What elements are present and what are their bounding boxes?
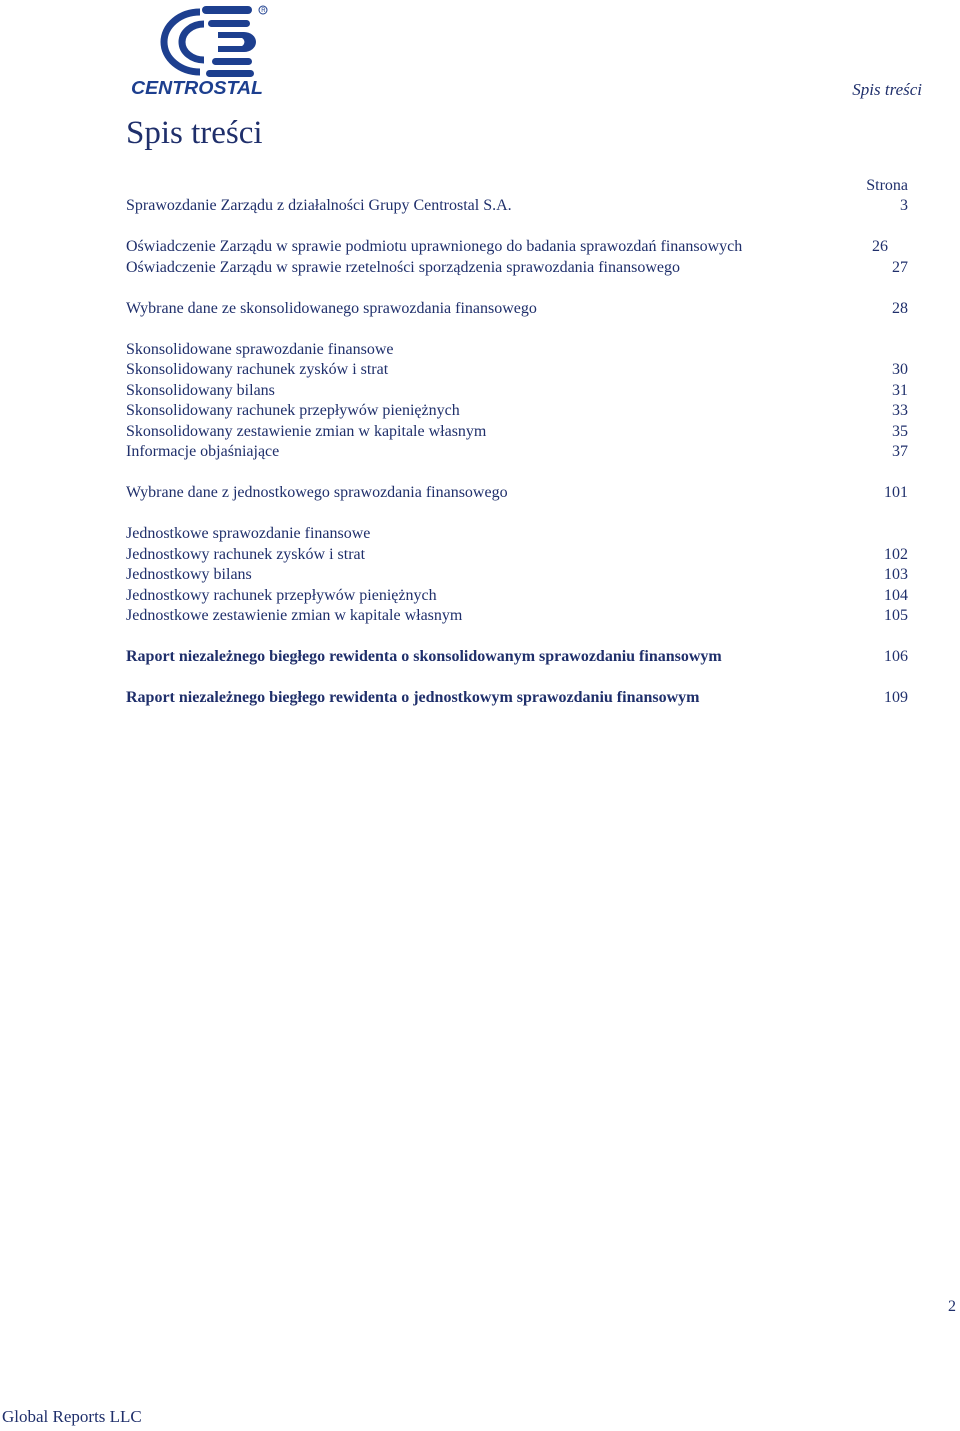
toc-entry[interactable] (126, 401, 908, 422)
toc-entry[interactable] (126, 606, 908, 627)
toc-entry-page: 33 (892, 402, 908, 419)
toc-entry[interactable] (126, 360, 908, 381)
toc-entry-page: 27 (892, 258, 908, 276)
logo-wordmark: CENTROSTAL (131, 78, 263, 97)
centrostal-logo (130, 2, 270, 97)
toc-entry-page: 105 (884, 607, 908, 624)
toc-entry[interactable] (126, 299, 908, 320)
toc-entry-label: Oświadczenie Zarządu w sprawie rzetelności sporządzenia sprawozdania finansowego (126, 258, 680, 276)
toc-entry[interactable] (126, 422, 908, 443)
toc-entry[interactable] (126, 483, 908, 504)
toc-entry-label: Skonsolidowany rachunek zysków i strat (126, 361, 389, 378)
toc-entry-label: Informacje objaśniające (126, 443, 280, 460)
toc-entry-label: Wybrane dane ze skonsolidowanego sprawozdania finansowego (126, 299, 537, 317)
toc-entry[interactable] (126, 586, 908, 607)
toc-entry[interactable] (126, 688, 908, 709)
toc-entry-label: Skonsolidowany bilans (126, 381, 275, 399)
toc-section-heading-label: Skonsolidowane sprawozdanie finansowe (126, 340, 394, 358)
toc-entry[interactable] (126, 442, 908, 463)
toc-entry-page: 28 (892, 299, 908, 317)
toc-section-heading[interactable] (126, 524, 908, 545)
toc-section-heading[interactable] (126, 340, 908, 361)
toc-entry-page: 103 (884, 566, 908, 583)
toc-entry-label: Raport niezależnego biegłego rewidenta o jednostkowym sprawozdaniu finansowym (126, 689, 700, 706)
toc-entry[interactable] (126, 545, 908, 566)
svg-text:R: R (261, 8, 266, 14)
toc-entry-label: Skonsolidowany zestawienie zmian w kapitale własnym (126, 422, 487, 440)
toc-entry-label: Jednostkowy bilans (126, 566, 252, 583)
running-head: Spis treści (852, 80, 922, 99)
toc-entry-label: Sprawozdanie Zarządu z działalności Grupy Centrostal S.A. (126, 197, 512, 214)
toc-entry-label: Jednostkowy rachunek przepływów pieniężnych (126, 586, 437, 604)
page-column-header: Strona (866, 177, 908, 194)
toc-entry[interactable] (126, 237, 908, 258)
toc-entry-page: 102 (884, 545, 908, 563)
toc-entry-page: 106 (884, 648, 908, 665)
toc-entry-page: 109 (884, 689, 908, 706)
toc-entry-label: Jednostkowy rachunek zysków i strat (126, 545, 366, 563)
table-of-contents (126, 196, 908, 709)
toc-entry-page: 35 (892, 422, 908, 440)
toc-entry-page: 104 (884, 586, 908, 604)
toc-entry[interactable] (126, 647, 908, 668)
toc-entry-label: Oświadczenie Zarządu w sprawie podmiotu uprawnionego do badania sprawozdań finansowych (126, 238, 743, 255)
toc-entry-page: 26 (872, 238, 888, 255)
toc-entry-label: Raport niezależnego biegłego rewidenta o skonsolidowanym sprawozdaniu finansowym (126, 648, 722, 665)
toc-entry-page: 30 (892, 361, 908, 378)
page-title: Spis treści (126, 115, 263, 151)
toc-entry-label: Wybrane dane z jednostkowego sprawozdania finansowego (126, 484, 508, 501)
toc-entry-page: 101 (884, 484, 908, 501)
toc-entry[interactable] (126, 196, 908, 217)
toc-entry[interactable] (126, 565, 908, 586)
toc-section-heading-label: Jednostkowe sprawozdanie finansowe (126, 525, 371, 542)
toc-entry-label: Jednostkowe zestawienie zmian w kapitale własnym (126, 607, 463, 624)
page-number: 2 (948, 1298, 956, 1315)
toc-entry-page: 3 (900, 197, 908, 214)
toc-entry-page: 37 (892, 443, 908, 460)
footer-source: Global Reports LLC (2, 1407, 142, 1426)
toc-entry[interactable] (126, 258, 908, 279)
toc-entry-page: 31 (892, 381, 908, 399)
toc-entry[interactable] (126, 381, 908, 402)
toc-entry-label: Skonsolidowany rachunek przepływów pieniężnych (126, 402, 460, 419)
